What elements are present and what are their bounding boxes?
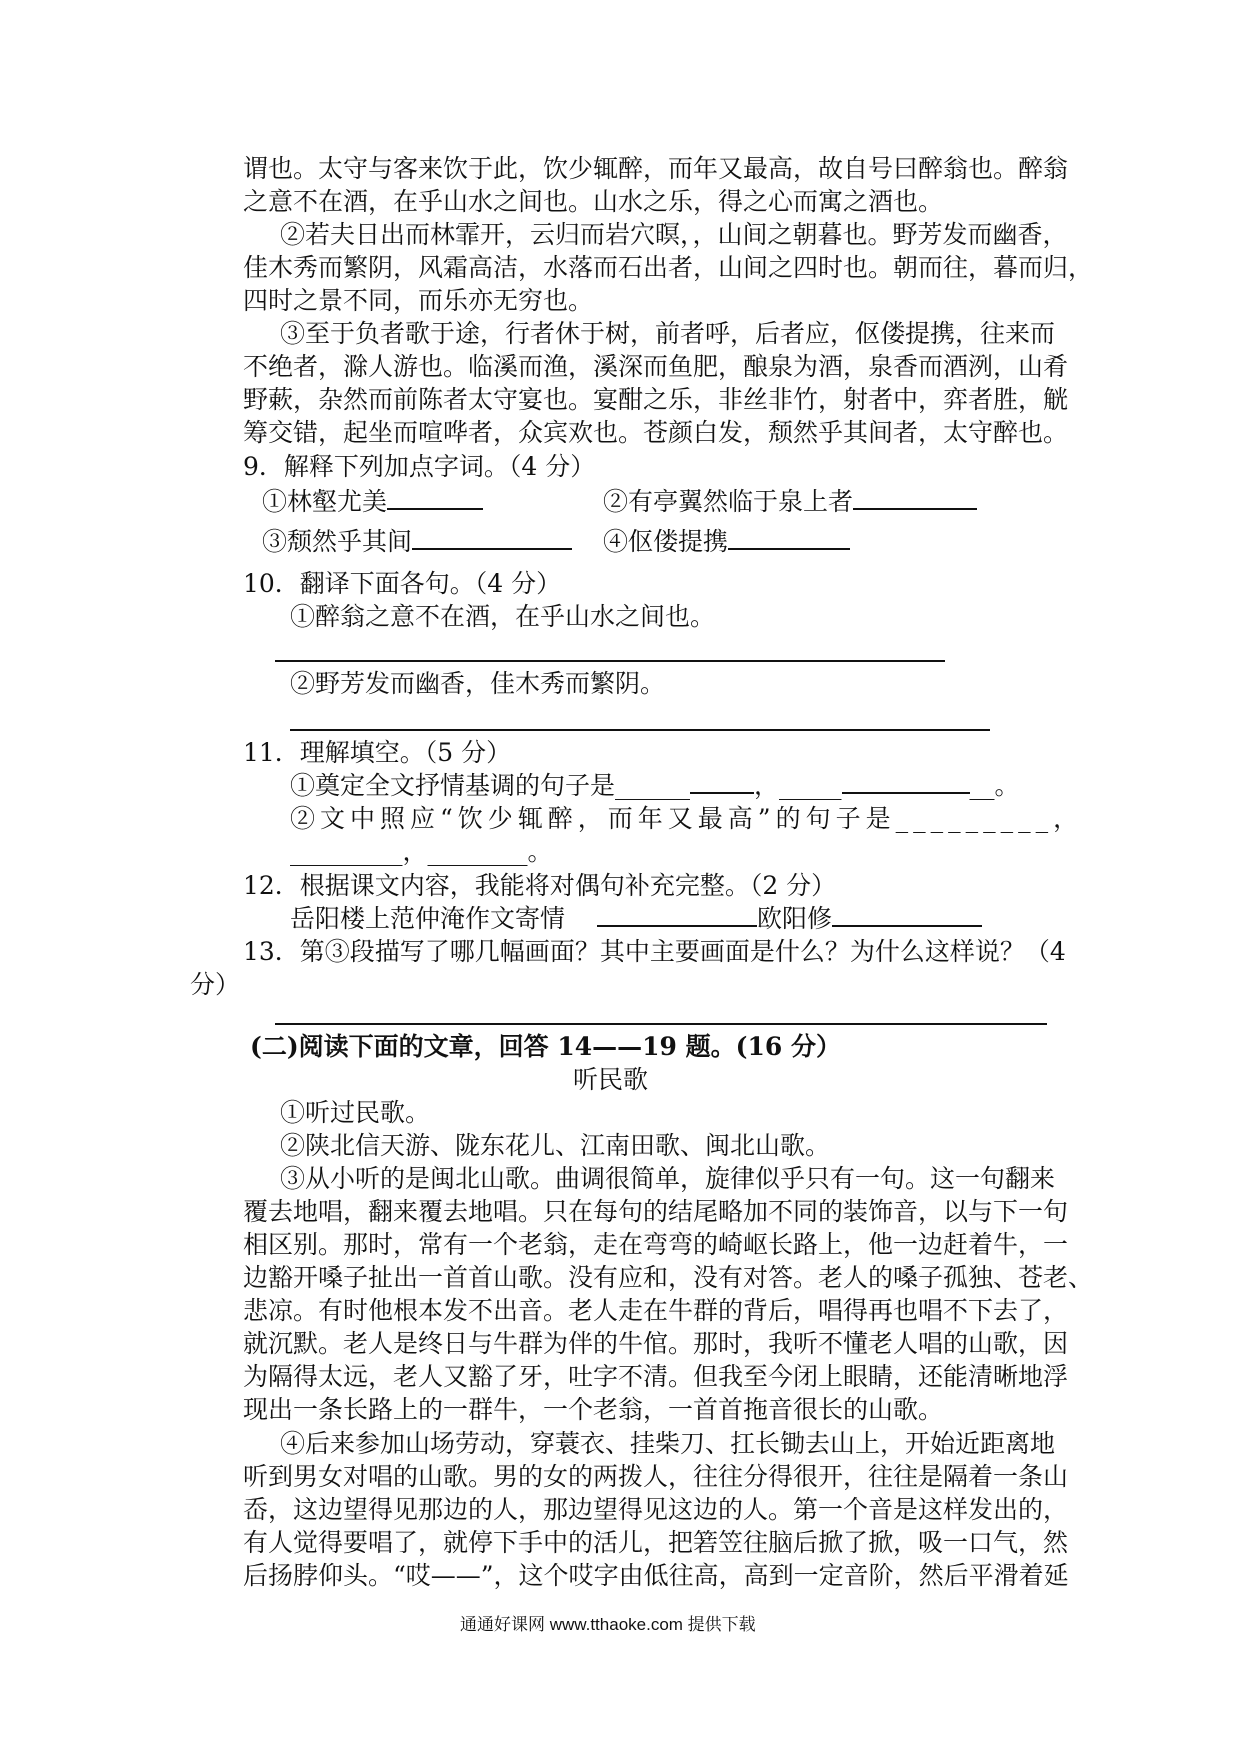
question-12-couplet [290,902,982,935]
article-paragraph: ②陕北信天游、陇东花儿、江南田歌、闽北山歌。 [280,1131,831,1160]
question-11-line-2: ②文中照应“饮少辄醉，而年又最高”的句子是_________， [290,804,1084,833]
answer-blank[interactable] [387,486,483,510]
article-line: 听到男女对唱的山歌。男的女的两拨人，往往分得很开，往往是隔着一条山 [243,1462,1069,1491]
passage-line: 之意不在酒，在乎山水之间也。山水之乐，得之心而寓之酒也。 [243,187,944,216]
passage-line: 谓也。太守与客来饮于此，饮少辄醉，而年又最高，故自号曰醉翁也。醉翁 [243,154,1069,183]
article-title: 听民歌 [573,1065,649,1094]
article-line: 边豁开嗓子扯出一首首山歌。没有应和，没有对答。老人的嗓子孤独、苍老、 [243,1263,1094,1292]
answer-blank[interactable] [832,903,982,927]
passage-line: 不绝者，滁人游也。临溪而渔，溪深而鱼肥，酿泉为酒，泉香而酒洌，山肴 [243,352,1069,381]
question-10-item-2: ②野芳发而幽香，佳木秀而繁阴。 [290,669,666,698]
item-text: ①奠定全文抒情基调的句子是 [290,771,616,800]
blank-text: _____ [779,771,842,800]
question-9-item-3 [262,525,572,558]
answer-blank[interactable] [690,770,754,794]
question-13-prompt-tail: 分） [190,970,241,999]
blank-text: ______ [615,771,691,800]
question-11-prompt: 11．理解填空。（5 分） [243,738,512,767]
item-text: ①林壑尤美 [262,487,388,516]
question-9-item-4 [603,525,850,558]
article-line: ③从小听的是闽北山歌。曲调很简单，旋律似乎只有一句。这一句翻来 [280,1164,1056,1193]
question-13-prompt: 13．第③段描写了哪几幅画面？其中主要画面是什么？为什么这样说？（4 [243,937,1066,966]
article-line: 覆去地唱，翻来覆去地唱。只在每句的结尾略加不同的装饰音，以与下一句 [243,1197,1069,1226]
item-text: ④伛偻提携 [603,527,729,556]
separator: ， [754,771,780,800]
question-9-prompt: 9．解释下列加点字词。（4 分） [243,452,596,481]
question-12-prompt: 12．根据课文内容，我能将对偶句补充完整。（2 分） [243,871,837,900]
article-paragraph: ①听过民歌。 [280,1098,431,1127]
passage-line: 筹交错，起坐而喧哗者，众宾欢也。苍颜白发，颓然乎其间者，太守醉也。 [243,418,1069,447]
article-line: 岙，这边望得见那边的人，那边望得见这边的人。第一个音是这样发出的， [243,1495,1069,1524]
article-line: 现出一条长路上的一群牛，一个老翁，一首首拖音很长的山歌。 [243,1395,944,1424]
passage-line: 佳木秀而繁阴，风霜高洁，水落而石出者，山间之四时也。朝而往，暮而归， [243,253,1094,282]
answer-blank[interactable] [842,770,970,794]
question-11-line-3: _________，________。 [290,837,553,866]
article-line: 悲凉。有时他根本发不出音。老人走在牛群的背后，唱得再也唱不下去了， [243,1296,1069,1325]
article-line: 就沉默。老人是终日与牛群为伴的牛倌。那时，我听不懂老人唱的山歌，因 [243,1329,1069,1358]
blank-tail: __。 [969,771,1020,800]
item-text: ③颓然乎其间 [262,527,413,556]
couplet-right: 欧阳修 [757,904,833,933]
section-2-heading: (二)阅读下面的文章，回答 14——19 题。(16 分） [250,1032,841,1061]
question-10-prompt: 10．翻译下面各句。（4 分） [243,569,562,598]
article-line: 有人觉得要唱了，就停下手中的活儿，把箬笠往脑后掀了掀，吸一口气，然 [243,1528,1069,1557]
question-9-item-1 [262,485,483,518]
item-text: ②有亭翼然临于泉上者 [603,487,854,516]
answer-line[interactable] [275,660,945,662]
passage-line: 四时之景不同，而乐亦无穷也。 [243,286,594,315]
couplet-left: 岳阳楼上范仲淹作文寄情 [290,904,566,933]
passage-line: ③至于负者歌于途，行者休于树，前者呼，后者应，伛偻提携，往来而 [280,319,1056,348]
answer-blank[interactable] [853,486,977,510]
article-line: ④后来参加山场劳动，穿蓑衣、挂柴刀、扛长锄去山上，开始近距离地 [280,1429,1056,1458]
answer-line[interactable] [275,1023,1047,1025]
passage-line: 野蔌，杂然而前陈者太守宴也。宴酣之乐，非丝非竹，射者中，弈者胜，觥 [243,385,1069,414]
page-footer: 通通好课网 www.tthaoke.com 提供下载 [460,1615,756,1634]
answer-line[interactable] [290,729,990,731]
article-line: 为隔得太远，老人又豁了牙，吐字不清。但我至今闭上眼睛，还能清晰地浮 [243,1362,1069,1391]
answer-blank[interactable] [728,526,850,550]
question-11-line-1 [290,769,1020,802]
answer-blank[interactable] [597,903,757,927]
passage-line: ②若夫日出而林霏开，云归而岩穴暝，，山间之朝暮也。野芳发而幽香， [280,220,1068,249]
article-line: 相区别。那时，常有一个老翁，走在弯弯的崎岖长路上，他一边赶着牛，一 [243,1230,1069,1259]
article-line: 后扬脖仰头。“哎——”，这个哎字由低往高，高到一定音阶，然后平滑着延 [243,1561,1069,1590]
question-10-item-1: ①醉翁之意不在酒，在乎山水之间也。 [290,602,716,631]
answer-blank[interactable] [412,526,572,550]
question-9-item-2 [603,485,977,518]
